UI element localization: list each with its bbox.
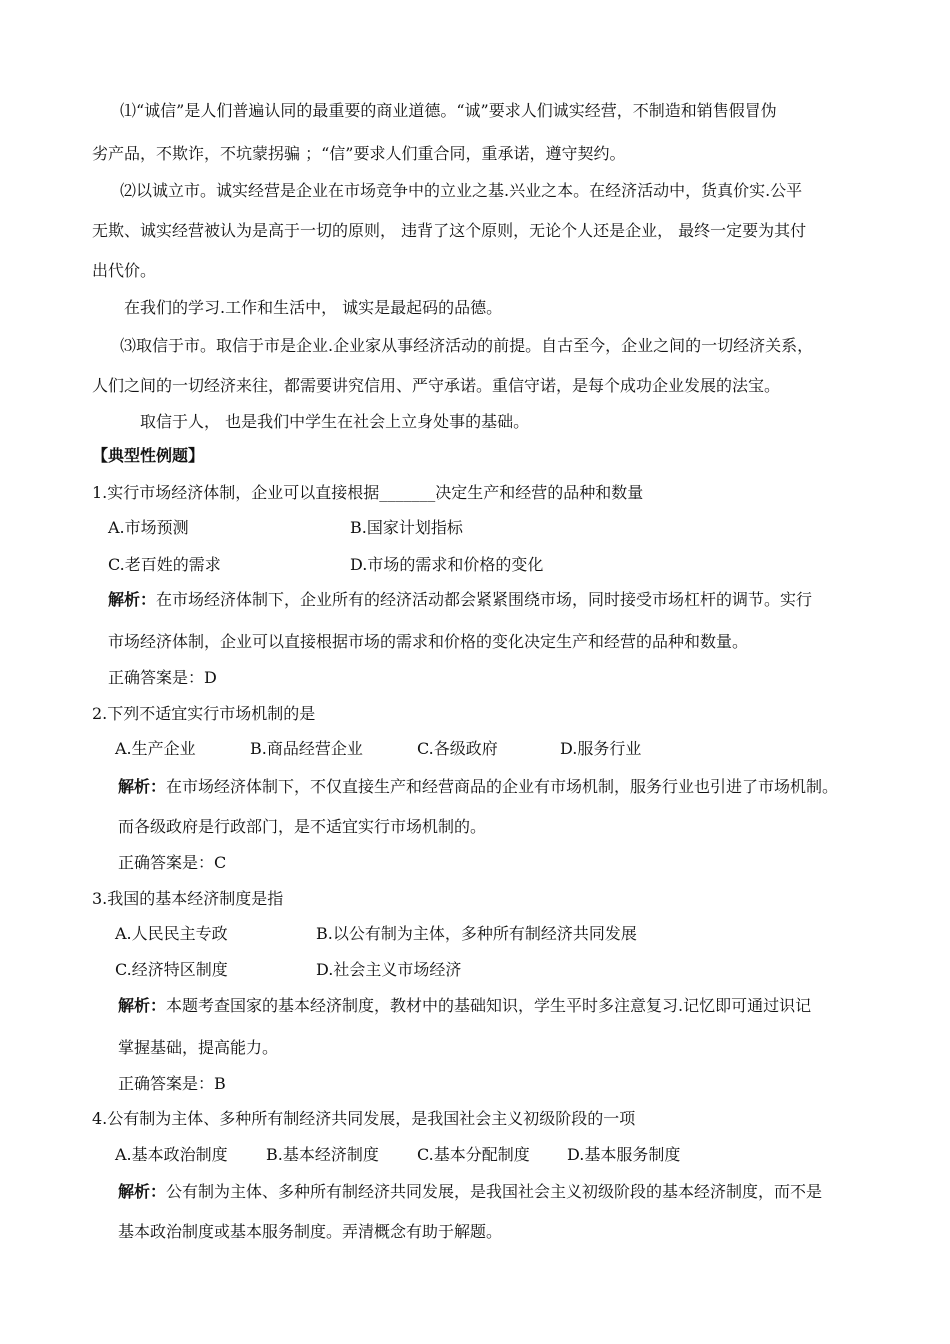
q1-stem: 1.实行市场经济体制，企业可以直接根据_______决定生产和经营的品种和数量 [92,483,644,502]
q1-option-a: A.市场预测 [108,518,189,537]
q1-analysis-line2: 市场经济体制，企业可以直接根据市场的需求和价格的变化决定生产和经营的品种和数量。 [108,632,749,651]
intro-p2-line1: ⑵以诚立市。诚实经营是企业在市场竞争中的立业之基.兴业之本。在经济活动中，货真价实.公平 [120,181,803,200]
q2-option-c: C.各级政府 [417,739,498,758]
q4-option-c: C.基本分配制度 [417,1145,530,1164]
q2-analysis-label: 解析： [118,777,167,796]
q2-analysis-line2: 而各级政府是行政部门，是不适宜实行市场机制的。 [118,817,487,836]
q4-option-a: A.基本政治制度 [115,1145,228,1164]
q1-analysis-line1 [108,590,812,610]
q4-option-d: D.基本服务制度 [567,1145,681,1164]
q1-option-d: D.市场的需求和价格的变化 [350,555,544,574]
q2-analysis-line1 [118,777,838,797]
q1-option-c: C.老百姓的需求 [108,555,221,574]
q3-option-b: B.以公有制为主体，多种所有制经济共同发展 [316,924,637,943]
q3-analysis-label: 解析： [118,996,167,1015]
q4-stem: 4.公有制为主体、多种所有制经济共同发展，是我国社会主义初级阶段的一项 [92,1109,636,1128]
intro-p2-line3: 出代价。 [92,261,157,280]
q2-answer: 正确答案是：C [118,853,227,872]
q1-answer: 正确答案是：D [108,668,217,687]
q3-analysis-line1 [118,996,811,1016]
q1-option-b: B.国家计划指标 [350,518,463,537]
q1-analysis-text: 在市场经济体制下，企业所有的经济活动都会紧紧围绕市场，同时接受市场杠杆的调节。实行 [156,590,813,609]
q1-analysis-label: 解析： [108,590,157,609]
q2-option-b: B.商品经营企业 [250,739,363,758]
q2-stem: 2.下列不适宜实行市场机制的是 [92,704,316,723]
intro-p1-line1: ⑴“诚信”是人们普遍认同的最重要的商业道德。“诚”要求人们诚实经营，不制造和销售假冒伪 [120,101,777,120]
intro-p3: 在我们的学习.工作和生活中， 诚实是最起码的品德。 [124,298,503,317]
q4-analysis-line1 [118,1182,822,1202]
q3-option-a: A.人民民主专政 [115,924,228,943]
q4-option-b: B.基本经济制度 [266,1145,379,1164]
q2-option-d: D.服务行业 [560,739,642,758]
q2-option-a: A.生产企业 [115,739,196,758]
q4-analysis-label: 解析： [118,1182,167,1201]
intro-p1-line2: 劣产品，不欺诈，不坑蒙拐骗 ；“信”要求人们重合同，重承诺，遵守契约。 [92,144,626,163]
intro-p2-line2: 无欺、诚实经营被认为是高于一切的原则， 违背了这个原则，无论个人还是企业， 最终一定要为其付 [92,221,807,240]
q4-analysis-line2: 基本政治制度或基本服务制度。弄清概念有助于解题。 [118,1222,503,1241]
intro-p5: 取信于人， 也是我们中学生在社会上立身处事的基础。 [140,412,530,431]
intro-p4-line1: ⑶取信于市。取信于市是企业.企业家从事经济活动的前提。自古至今，企业之间的一切经济关系， [120,336,814,355]
section-title: 【典型性例题】 [92,446,205,465]
q3-stem: 3.我国的基本经济制度是指 [92,889,284,908]
intro-p4-line2: 人们之间的一切经济来往，都需要讲究信用、严守承诺。重信守诺，是每个成功企业发展的法宝。 [92,376,781,395]
q2-analysis-text: 在市场经济体制下，不仅直接生产和经营商品的企业有市场机制，服务行业也引进了市场机制。 [166,777,839,796]
q3-analysis-line2: 掌握基础，提高能力。 [118,1038,279,1057]
q4-analysis-text: 公有制为主体、多种所有制经济共同发展，是我国社会主义初级阶段的基本经济制度，而不是 [166,1182,823,1201]
q3-analysis-text: 本题考查国家的基本经济制度，教材中的基础知识，学生平时多注意复习.记忆即可通过识记 [166,996,812,1015]
q3-answer: 正确答案是：B [118,1074,226,1093]
q3-option-c: C.经济特区制度 [115,960,228,979]
q3-option-d: D.社会主义市场经济 [316,960,462,979]
